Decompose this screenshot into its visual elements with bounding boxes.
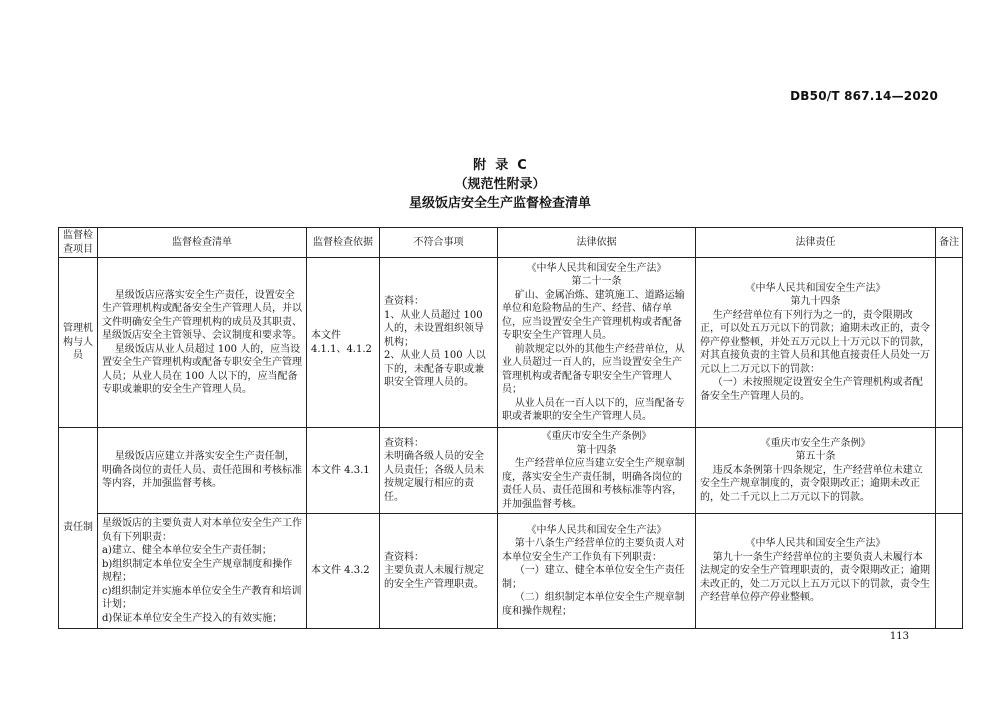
item-cell: [59, 428, 98, 629]
appendix-title: 附 录 C: [473, 158, 527, 173]
noncompliance-cell: [380, 428, 498, 514]
liability-article: 第九十四条: [790, 296, 841, 308]
item-label: 管理机构与人员: [63, 323, 93, 362]
basis-cell: [307, 258, 380, 428]
table-row: [59, 514, 963, 629]
header-basis: 监督检查依据: [307, 228, 380, 258]
law-title: 《中华人民共和国安全生产法》: [526, 524, 667, 536]
checklist-cell: [98, 258, 307, 428]
noncompliance-text: 查资料： 未明确各级人员的安全人员责任；各级人员未按规定履行相应的责任。: [384, 437, 484, 503]
liability-text: 生产经营单位有下列行为之一的，责令限期改正，可以处五万元以下的罚款；逾期未改正的，责令停产停业整顿，并处五万元以上十万元以下的罚款，对其直接负责的主管人员和其他直接责任人员处一万元以上二万元以下的罚款： （一）未按照规定设置安全生产管理机构或者配备安全生产管理人员的。: [700, 309, 930, 402]
law-cell: [498, 428, 696, 514]
basis-text: 本文件 4.3.1: [311, 464, 370, 476]
checklist-text: 星级饭店应落实安全生产责任，设置安全生产管理机构或配备安全生产管理人员，并以文件明确安全生产管理机构的成员及其职责、星级饭店安全主管领导、会议制度和要求等。 星级饭店从业人员超过 100 人的，应当设置安全生产管理机构或配备专职安全生产管理人员；从业人员在 100 人以下的，应当配备专职或兼职的安全生产管理人员。: [102, 289, 302, 395]
liability-cell: [696, 428, 936, 514]
table-row: [59, 258, 963, 428]
liability-text: 第九十一条生产经营单位的主要负责人未履行本法规定的安全生产管理职责的，责令限期改正；逾期未改正的，处二万元以上五万元以下的罚款，责令生产经营单位停产停业整顿。: [700, 551, 930, 604]
checklist-text: 星级饭店的主要负责人对本单位安全生产工作负有下列职责： a)建立、健全本单位安全生产责任制； b)组织制定本单位安全生产规章制度和操作规程； c)组织制定并实施本单位安全生产教育和培训计划； d)保证本单位安全生产投入的有效实施；: [102, 518, 302, 624]
noncompliance-text: 查资料： 1、从业人员超过 100 人的，未设置组织领导机构； 2、从业人员 100 人以下的，未配备专职或兼职安全管理人员的。: [384, 296, 486, 389]
noncompliance-cell: [380, 514, 498, 629]
remarks-cell: [936, 514, 963, 629]
liability-text: 违反本条例第十四条规定，生产经营单位未建立安全生产规章制度的，责令限期改正；逾期未改正的，处二千元以上二万元以下的罚款。: [700, 464, 923, 503]
law-text: 第十八条生产经营单位的主要负责人对本单位安全生产工作负有下列职责： （一）建立、健全本单位安全生产责任制； （二）组织制定本单位安全生产规章制度和操作规程；: [502, 538, 685, 617]
law-cell: [498, 258, 696, 428]
title-block: [0, 156, 1000, 213]
remarks-cell: [936, 258, 963, 428]
remarks-cell: [936, 428, 963, 514]
appendix-subject: 星级饭店安全生产监督检查清单: [408, 196, 591, 211]
header-checklist: 监督检查清单: [98, 228, 307, 258]
liability-title: 《重庆市安全生产条例》: [760, 437, 871, 449]
basis-cell: [307, 514, 380, 629]
law-article: 第二十一条: [571, 276, 622, 287]
checklist-text: 星级饭店应建立并落实安全生产责任制，明确各岗位的责任人员、责任范围和考核标准等内容，并加强监督考核。: [102, 451, 302, 490]
liability-title: 《中华人民共和国安全生产法》: [745, 538, 886, 550]
header-item: 监督检查项目: [59, 228, 98, 258]
law-title: 《重庆市安全生产条例》: [541, 431, 652, 442]
document-code: DB50/T 867.14—2020: [790, 89, 938, 103]
header-law: 法律依据: [498, 228, 696, 258]
basis-cell: [307, 428, 380, 514]
noncompliance-cell: [380, 258, 498, 428]
checklist-table: [58, 227, 963, 629]
law-title: 《中华人民共和国安全生产法》: [526, 262, 667, 274]
appendix-type: （规范性附录）: [454, 177, 546, 192]
liability-title: 《中华人民共和国安全生产法》: [745, 282, 886, 294]
liability-article: 第五十条: [795, 451, 836, 463]
noncompliance-text: 查资料： 主要负责人未履行规定的安全生产管理职责。: [384, 551, 484, 590]
liability-cell: [696, 258, 936, 428]
liability-cell: [696, 514, 936, 629]
table-row: [59, 428, 963, 514]
item-label: 责任制: [63, 522, 93, 534]
basis-text: 本文件 4.1.1、4.1.2: [311, 330, 372, 355]
header-noncompliance: 不符合事项: [380, 228, 498, 258]
law-text: 矿山、金属冶炼、建筑施工、道路运输单位和危险物品的生产、经营、储存单位，应当设置安全生产管理机构或者配备专职安全生产管理人员。 前款规定以外的其他生产经营单位，从业人员超过一百人的，应当设置安全生产管理机构或者配备专职安全生产管理人员； 从业人员在一百人以下的，应当配备专职或者兼职的安全生产管理人员。: [502, 289, 685, 422]
item-cell: [59, 258, 98, 428]
law-cell: [498, 514, 696, 629]
checklist-cell: [98, 428, 307, 514]
page-number: 113: [889, 631, 909, 642]
basis-text: 本文件 4.3.2: [311, 565, 370, 577]
header-liability: 法律责任: [696, 228, 936, 258]
header-remarks: 备注: [936, 228, 963, 258]
table-header-row: [59, 228, 963, 258]
checklist-cell: [98, 514, 307, 629]
law-text: 生产经营单位应当建立安全生产规章制度，落实安全生产责任制，明确各岗位的责任人员、责任范围和考核标准等内容，并加强监督考核。: [502, 458, 685, 510]
law-article: 第十四条: [576, 444, 617, 456]
